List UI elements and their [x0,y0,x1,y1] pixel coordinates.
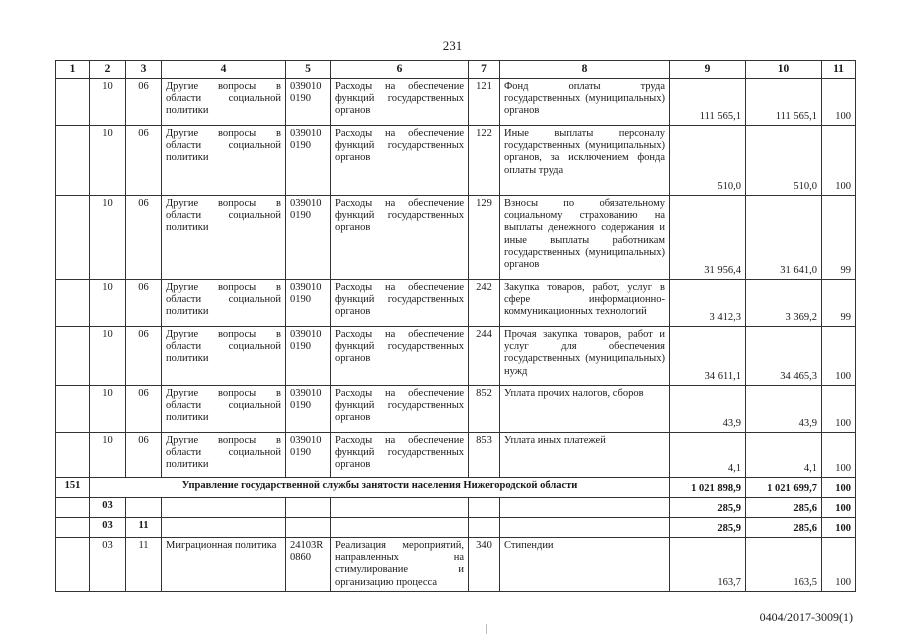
cell-code [56,126,90,196]
cell-expense-type-name: Иные выплаты персоналу государственных (муниципальных) органов, за исключением фонда оплаты труда [500,126,670,196]
column-header: 9 [670,61,746,79]
table-row [56,79,856,126]
cell-code [56,196,90,280]
table-row [56,196,856,280]
cell-expense-type-name: Прочая закупка товаров, работ и услуг для обеспечения государственных (муниципальных) нужд [500,327,670,386]
cell-target-article-name: Расходы на обеспечение функций государственных органов [331,280,469,327]
subsection-code: 11 [126,518,162,538]
page-number: 231 [442,38,463,53]
cell-planned: 111 565,1 [670,79,746,126]
budget-execution-table [55,60,856,592]
cell-expense-type-name: Взносы по обязательному социальному страхованию на выплаты денежного содержания и иные выплаты работникам государственных (муниципальных) органов [500,196,670,280]
cell-subsection-name: Другие вопросы в области социальной политики [162,126,286,196]
cell-percent: 100 [822,433,856,478]
cell-expense-type: 853 [469,433,500,478]
cell-section: 10 [90,327,126,386]
cell-target-article: 039010 0190 [286,196,331,280]
column-header: 11 [822,61,856,79]
cell-subsection: 11 [126,538,162,592]
header-row [56,61,856,79]
cell-percent: 100 [822,327,856,386]
cell-planned: 4,1 [670,433,746,478]
agency-planned: 1 021 898,9 [670,478,746,498]
cell-target-article: 039010 0190 [286,327,331,386]
subsection-planned: 285,9 [670,518,746,538]
cell-percent: 99 [822,280,856,327]
cell-expense-type: 242 [469,280,500,327]
cell-target-article-name: Расходы на обеспечение функций государственных органов [331,327,469,386]
cell-subsection-name: Другие вопросы в области социальной политики [162,327,286,386]
document-code: 0404/2017-3009(1) [759,610,853,624]
table-row [56,126,856,196]
cell-section: 10 [90,126,126,196]
cell-section: 10 [90,79,126,126]
cell-target-article-name: Расходы на обеспечение функций государственных органов [331,126,469,196]
cell-actual: 43,9 [746,386,822,433]
cell-subsection-name: Другие вопросы в области социальной политики [162,433,286,478]
cell-target-article-name: Расходы на обеспечение функций государственных органов [331,433,469,478]
cell-expense-type: 122 [469,126,500,196]
column-header: 2 [90,61,126,79]
cell-subsection-name: Другие вопросы в области социальной политики [162,386,286,433]
cell-target-article-name: Расходы на обеспечение функций государственных органов [331,386,469,433]
cell-code [56,386,90,433]
column-header: 6 [331,61,469,79]
cell-actual: 4,1 [746,433,822,478]
cell-target-article-name: Реализация мероприятий, направленных на стимулирование и организацию процесса [331,538,469,592]
cell-subsection: 06 [126,126,162,196]
cell-actual: 34 465,3 [746,327,822,386]
cell-subsection: 06 [126,79,162,126]
cell-actual: 111 565,1 [746,79,822,126]
cell-code [56,280,90,327]
section-planned: 285,9 [670,498,746,518]
cell-section: 10 [90,386,126,433]
cell-planned: 31 956,4 [670,196,746,280]
cell-code [56,433,90,478]
column-header: 5 [286,61,331,79]
cell-code [56,79,90,126]
cell-subsection-name: Миграционная политика [162,538,286,592]
cell-actual: 3 369,2 [746,280,822,327]
column-header: 8 [500,61,670,79]
cell-target-article: 039010 0190 [286,79,331,126]
cell-subsection: 06 [126,433,162,478]
cell-actual: 31 641,0 [746,196,822,280]
table-row [56,386,856,433]
cell-percent: 99 [822,196,856,280]
cell-planned: 163,7 [670,538,746,592]
cell-subsection: 06 [126,196,162,280]
cell-section: 10 [90,196,126,280]
column-header: 10 [746,61,822,79]
cell-section: 10 [90,433,126,478]
cell-actual: 163,5 [746,538,822,592]
cell-target-article: 039010 0190 [286,386,331,433]
cell-subsection: 06 [126,280,162,327]
table-row [56,280,856,327]
cell-expense-type: 852 [469,386,500,433]
cell-target-article-name: Расходы на обеспечение функций государственных органов [331,79,469,126]
subsection-percent: 100 [822,518,856,538]
cell-target-article: 039010 0190 [286,280,331,327]
cell-expense-type: 340 [469,538,500,592]
column-header: 7 [469,61,500,79]
subsection-row [56,518,856,538]
cell-section: 03 [90,538,126,592]
column-header: 1 [56,61,90,79]
cell-expense-type-name: Уплата иных платежей [500,433,670,478]
cell-planned: 3 412,3 [670,280,746,327]
subsection-actual: 285,6 [746,518,822,538]
cell-expense-type: 129 [469,196,500,280]
section-row [56,498,856,518]
subsection-section-code: 03 [90,518,126,538]
agency-row [56,478,856,498]
cell-percent: 100 [822,79,856,126]
cell-expense-type-name: Закупка товаров, работ, услуг в сфере информационно-коммуникационных технологий [500,280,670,327]
cell-section: 10 [90,280,126,327]
table-row [56,433,856,478]
cell-target-article-name: Расходы на обеспечение функций государственных органов [331,196,469,280]
agency-actual: 1 021 699,7 [746,478,822,498]
column-header: 4 [162,61,286,79]
section-actual: 285,6 [746,498,822,518]
cell-expense-type: 244 [469,327,500,386]
cell-target-article: 039010 0190 [286,126,331,196]
table-row [56,538,856,592]
cell-percent: 100 [822,538,856,592]
cell-planned: 34 611,1 [670,327,746,386]
agency-title: Управление государственной службы занятости населения Нижегородской области [90,478,670,498]
cell-planned: 510,0 [670,126,746,196]
cell-target-article: 24103R 0860 [286,538,331,592]
cell-planned: 43,9 [670,386,746,433]
cell-expense-type-name: Стипендии [500,538,670,592]
cell-subsection-name: Другие вопросы в области социальной политики [162,280,286,327]
cell-subsection-name: Другие вопросы в области социальной политики [162,79,286,126]
cell-subsection: 06 [126,327,162,386]
scan-mark [486,624,487,634]
cell-expense-type: 121 [469,79,500,126]
cell-percent: 100 [822,386,856,433]
cell-expense-type-name: Уплата прочих налогов, сборов [500,386,670,433]
table-row [56,327,856,386]
section-code: 03 [90,498,126,518]
agency-percent: 100 [822,478,856,498]
section-percent: 100 [822,498,856,518]
agency-code: 151 [56,478,90,498]
cell-actual: 510,0 [746,126,822,196]
cell-expense-type-name: Фонд оплаты труда государственных (муниципальных) органов [500,79,670,126]
cell-target-article: 039010 0190 [286,433,331,478]
column-header: 3 [126,61,162,79]
cell-subsection: 06 [126,386,162,433]
cell-subsection-name: Другие вопросы в области социальной политики [162,196,286,280]
cell-percent: 100 [822,126,856,196]
cell-code [56,327,90,386]
